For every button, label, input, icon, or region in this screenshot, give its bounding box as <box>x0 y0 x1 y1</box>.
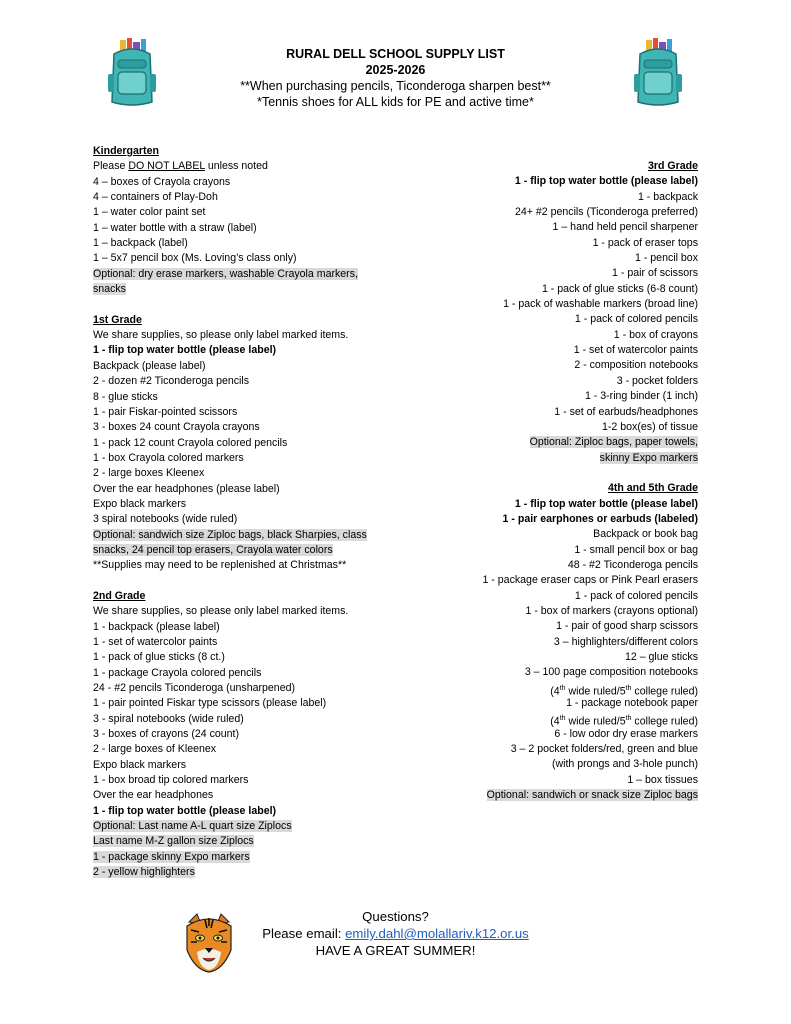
list-item: 3 - spiral notebooks (wide ruled) <box>93 712 244 725</box>
grade1-heading: 1st Grade <box>93 313 142 326</box>
list-item: Expo black markers <box>93 758 187 771</box>
ruled-note: (4th wide ruled/5th college ruled) <box>550 715 698 728</box>
list-item: 24 - #2 pencils Ticonderoga (unsharpened) <box>93 682 295 695</box>
optional-note: snacks <box>93 283 126 296</box>
list-item: 2 - large boxes of Kleenex <box>93 743 217 756</box>
right-column <box>378 159 698 803</box>
list-item: 1 - pencil box <box>634 252 698 265</box>
list-item: 24+ #2 pencils (Ticonderoga preferred) <box>514 206 698 219</box>
list-item: 48 - #2 Ticonderoga pencils <box>567 558 698 571</box>
email-line: Please email: emily.dahl@molallariv.k12.or.us <box>262 926 529 941</box>
list-item: 1 - pair pointed Fiskar type scissors (please label) <box>93 697 327 710</box>
list-item: 1 - pair of good sharp scissors <box>556 620 698 633</box>
list-item: 12 – glue sticks <box>624 651 698 663</box>
page-footer <box>0 908 791 959</box>
list-item: 3 – highlighters/different colors <box>553 635 698 648</box>
pencil-note: **When purchasing pencils, Ticonderoga sharpen best** <box>240 79 551 93</box>
left-column <box>93 144 383 881</box>
list-item: 1 – hand held pencil sharpener <box>552 221 698 234</box>
list-item: 1 - pair earphones or earbuds (labeled) <box>502 512 698 525</box>
list-item: Over the ear headphones (please label) <box>93 482 280 495</box>
list-item: 3 spiral notebooks (wide ruled) <box>93 513 238 526</box>
list-item: 1 - box of crayons <box>613 328 698 341</box>
list-item: 1 - backpack (please label) <box>93 620 220 633</box>
list-item: 1 - pair of scissors <box>612 267 698 280</box>
list-item: 1 - package notebook paper <box>566 697 698 710</box>
list-item: 1 - flip top water bottle (please label) <box>93 804 277 817</box>
list-item: 1 - small pencil box or bag <box>574 543 698 556</box>
optional-note: 1 - package skinny Expo markers <box>93 850 250 863</box>
kindergarten-heading: Kindergarten <box>93 145 159 157</box>
list-item: 1 - package eraser caps or Pink Pearl erasers <box>482 574 698 587</box>
list-item: 1 - pack of glue sticks (8 ct.) <box>93 651 225 664</box>
list-item: Backpack (please label) <box>93 359 206 372</box>
list-item: 1 - pack of colored pencils <box>574 313 698 326</box>
list-item: 1 - pair Fiskar-pointed scissors <box>93 405 238 418</box>
list-item: 4 – containers of Play-Doh <box>93 191 218 204</box>
optional-note: Last name M-Z gallon size Ziplocs <box>93 835 254 848</box>
optional-note: skinny Expo markers <box>599 451 698 464</box>
list-item: Expo black markers <box>93 497 187 510</box>
page-header <box>0 46 791 110</box>
kindergarten-label-note: Please DO NOT LABEL unless noted <box>93 160 268 173</box>
list-item: 1 - pack of eraser tops <box>592 236 698 249</box>
list-item: 1 - flip top water bottle (please label) <box>514 175 698 188</box>
list-item: 1 - backpack <box>637 190 698 203</box>
email-link[interactable]: emily.dahl@molallariv.k12.or.us <box>345 926 529 941</box>
list-item: 6 - low odor dry erase markers <box>554 727 698 740</box>
questions-heading: Questions? <box>362 909 429 924</box>
list-item: 1 - package Crayola colored pencils <box>93 666 262 679</box>
list-item: 1 – box tissues <box>627 773 698 786</box>
list-item: 1 - pack of washable markers (broad line) <box>503 298 698 311</box>
list-item: 1 - set of watercolor paints <box>93 636 218 648</box>
list-item: 1 – 5x7 pencil box (Ms. Loving’s class only) <box>93 252 297 265</box>
optional-note: 2 - yellow highlighters <box>93 866 195 879</box>
list-item: 1 - pack of glue sticks (6-8 count) <box>541 282 698 295</box>
list-item: 1 – water color paint set <box>93 206 206 219</box>
list-item: 1 - pack of colored pencils <box>574 589 698 602</box>
optional-note: Optional: dry erase markers, washable Crayola markers, <box>93 267 358 280</box>
christmas-note: **Supplies may need to be replenished at Christmas** <box>93 559 347 572</box>
grade2-heading: 2nd Grade <box>93 589 146 602</box>
list-item: 4 – boxes of Crayola crayons <box>93 175 231 188</box>
shoes-note: *Tennis shoes for ALL kids for PE and active time* <box>257 95 534 109</box>
list-item: 8 - glue sticks <box>93 390 158 403</box>
list-item: 1 - set of earbuds/headphones <box>554 405 698 418</box>
list-item: 1 - set of watercolor paints <box>573 344 698 357</box>
closing-message: HAVE A GREAT SUMMER! <box>315 943 476 958</box>
optional-note: Optional: Last name A-L quart size Ziplocs <box>93 820 292 833</box>
list-item: 1 – backpack (label) <box>93 237 188 250</box>
list-item: 3 - boxes 24 count Crayola crayons <box>93 421 260 434</box>
list-item: 1 - box of markers (crayons optional) <box>525 604 698 617</box>
optional-note: Optional: sandwich or snack size Ziploc bags <box>486 789 698 802</box>
list-item: 1 - flip top water bottle (please label) <box>514 497 698 510</box>
list-item: (with prongs and 3-hole punch) <box>551 758 698 771</box>
optional-note: snacks, 24 pencil top erasers, Crayola water colors <box>93 543 333 556</box>
list-item: 1 - pack 12 count Crayola colored pencils <box>93 436 288 449</box>
page-title: RURAL DELL SCHOOL SUPPLY LIST <box>286 47 505 61</box>
list-item: 1 – water bottle with a straw (label) <box>93 221 257 234</box>
grade45-heading: 4th and 5th Grade <box>607 482 698 495</box>
list-item: Over the ear headphones <box>93 789 214 802</box>
list-item: 1 - 3-ring binder (1 inch) <box>584 390 698 403</box>
grade1-note: We share supplies, so please only label marked items. <box>93 329 349 342</box>
list-item: 3 - boxes of crayons (24 count) <box>93 728 240 741</box>
optional-note: Optional: sandwich size Ziploc bags, black Sharpies, class <box>93 528 367 541</box>
list-item: 1-2 box(es) of tissue <box>602 420 698 433</box>
list-item: 2 - composition notebooks <box>574 359 698 372</box>
list-item: 3 - pocket folders <box>616 374 698 387</box>
grade2-note: We share supplies, so please only label marked items. <box>93 605 349 618</box>
grade3-heading: 3rd Grade <box>647 160 698 172</box>
list-item: 1 - flip top water bottle (please label) <box>93 344 277 357</box>
list-item: 1 - box broad tip colored markers <box>93 774 249 787</box>
list-item: 1 - box Crayola colored markers <box>93 451 244 464</box>
list-item: 3 – 2 pocket folders/red, green and blue <box>510 743 698 756</box>
list-item: 3 – 100 page composition notebooks <box>524 666 698 679</box>
list-item: 2 - dozen #2 Ticonderoga pencils <box>93 375 250 388</box>
list-item: 2 - large boxes Kleenex <box>93 467 205 480</box>
list-item: Backpack or book bag <box>593 528 698 541</box>
school-year: 2025-2026 <box>365 63 426 77</box>
ruled-note: (4th wide ruled/5th college ruled) <box>550 684 698 698</box>
optional-note: Optional: Ziploc bags, paper towels, <box>529 436 698 449</box>
